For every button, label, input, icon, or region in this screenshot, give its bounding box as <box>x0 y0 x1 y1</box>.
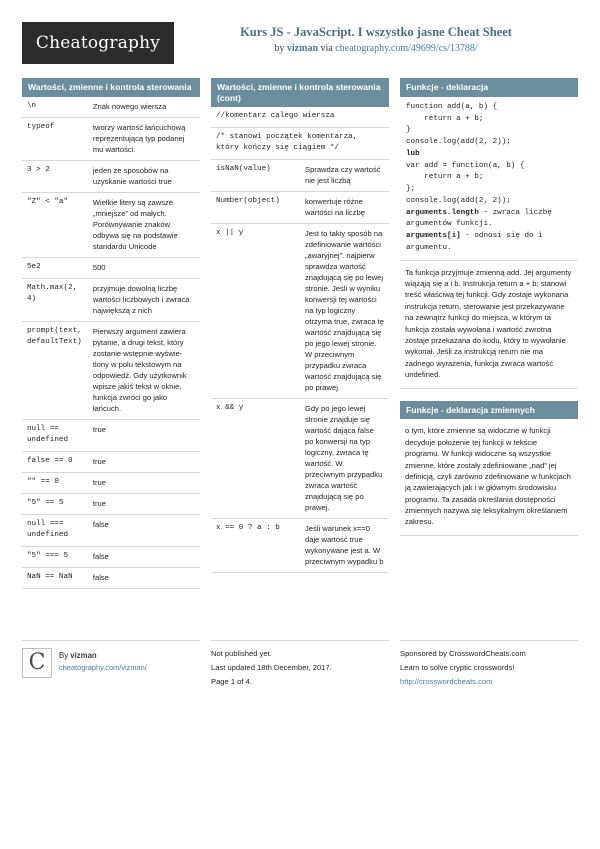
row-key: "" == 0 <box>22 472 88 493</box>
footer-by-label: By <box>59 651 71 660</box>
table-row <box>22 192 200 257</box>
table-row <box>211 160 389 192</box>
table-row <box>22 257 200 278</box>
byline-via: via <box>318 43 336 55</box>
footer-not-published: Not published yet. <box>211 649 272 658</box>
footer-author-name: vizman <box>70 651 97 660</box>
table-row <box>211 192 389 224</box>
footer-brand-col <box>22 640 200 689</box>
row-value: Jest to takiy sposób na zdefiniowanie wartości „awaryjnej”. najpierw sprawdza wartość znajdującą się po lewej stronie. Jeśli w wyniku konwersji tej wartości na typ logiczny otrzyma true, zwraca tę wartość znajdującą się po jego lewej stronie. W przeciwnym przypadku zwraca wartość znajdującą się po prawej. <box>300 224 389 399</box>
code-note-2-text: - odnosi się do i argumentu. <box>406 232 548 252</box>
card-funkcje-zmienne <box>400 401 578 536</box>
row-value: Sprawdza czy wartość nie jest liczbą <box>300 160 389 192</box>
table-row <box>22 117 200 160</box>
table-row <box>22 472 200 493</box>
row-key: false == 0 <box>22 451 88 472</box>
card-title: Funkcje - deklaracja zmiennych <box>400 401 578 420</box>
row-value: true <box>88 451 200 472</box>
row-value: konwertuje różne wartości na liczbę <box>300 192 389 224</box>
code-line: return a + b; <box>406 173 484 182</box>
card-title: Funkcje - deklaracja <box>400 78 578 97</box>
row-value: Jeśli warunek x==0 daje wartość true wykonywane jest a. W przeciwnym wypadku b <box>300 519 389 573</box>
row-value: true <box>88 419 200 451</box>
source-url-link[interactable]: cheatography.com/49699/cs/13788/ <box>335 43 478 55</box>
row-value: Znak nowego wiersza <box>88 97 200 118</box>
row-value: false <box>88 567 200 588</box>
column-1 <box>22 78 200 601</box>
row-value: true <box>88 493 200 514</box>
row-value: 500 <box>88 257 200 278</box>
column-3 <box>400 78 578 548</box>
footer-by-line <box>59 650 147 662</box>
row-key: \n <box>22 97 88 118</box>
code-line: var add = function(a, b) { <box>406 161 525 170</box>
table-row <box>22 514 200 546</box>
card-wartosci-cont <box>211 78 389 573</box>
code-line: console.log(add(2, 2)); <box>406 196 511 205</box>
row-key: prompt(text, defaultText) <box>22 321 88 419</box>
row-value: tworzy wartość łańcuchową reprezentującą typ podanej mu wartości. <box>88 117 200 160</box>
row-key: typeof <box>22 117 88 160</box>
card-wartosci-1 <box>22 78 200 589</box>
row-value: jeden ze sposobów na uzyskanie wartości true <box>88 160 200 192</box>
page-footer <box>22 640 578 689</box>
cheatography-c-icon: C <box>22 648 52 678</box>
row-key: //komentarz calego wiersza <box>211 107 389 128</box>
table-row <box>22 493 200 514</box>
page-title: Kurs JS - JavaScript. I wszystko jasne Cheat Sheet <box>240 25 512 39</box>
code-note-2-code: arguments[i] <box>406 232 461 241</box>
row-key: null == undefined <box>22 419 88 451</box>
table-row <box>22 546 200 567</box>
table-row <box>22 160 200 192</box>
code-line: return a + b; <box>406 114 484 123</box>
code-lub-label: lub <box>406 149 420 158</box>
title-block <box>174 22 578 54</box>
row-key: "5" == 5 <box>22 493 88 514</box>
row-value: Gdy po jego lewej stronie znajduje się wartość dająca false po konwersji na typ logiczny, zwraca tę wartość. W przeciwnym przypadku zwraca wartość znajdującą się po prawej. <box>300 399 389 519</box>
row-key: Number(object) <box>211 192 300 224</box>
row-value: przyjmuje dowolną liczbę wartości liczbowych i zwraca największą z nich <box>88 278 200 321</box>
funkcje-paragraph: Ta funkcja przyjmuje zmienną add. Jej argumenty wiążąją się a i b. Instrukcja return a + b; stanowi treść właściwą tej funkcji. Gdy zostaje wykonana instrukcja return, sterowanie jest przekazywane na zewnątrz funkcji do miejsca, w którym ta funkcja została wywołana i wartość zwrotna zostaje przekazana do kodu, który to wywołanie wykonał. Jeśli za instrukcją return nie ma żadnego wyrażenia, funkcja zwraca wartość undefined. <box>400 261 578 389</box>
kv-table <box>211 107 389 573</box>
row-key: 3 > 2 <box>22 160 88 192</box>
table-row <box>211 128 389 160</box>
footer-author-url[interactable]: cheatography.com/vizman/ <box>59 663 147 673</box>
row-key: 5e2 <box>22 257 88 278</box>
kv-table <box>22 97 200 589</box>
code-line: function add(a, b) { <box>406 102 498 111</box>
page-header <box>22 22 578 64</box>
table-row <box>22 278 200 321</box>
row-value: Wielkie litery są zawsze „mniejsze” od małych. Porównywanie znaków odbywa się na podstawie standardu Unicode <box>88 192 200 257</box>
footer-sponsor-line-2: Learn to solve cryptic crosswords! <box>400 662 515 672</box>
row-key: NaN == NaN <box>22 567 88 588</box>
code-line: console.log(add(2, 2)); <box>406 138 511 147</box>
row-key: "5" === 5 <box>22 546 88 567</box>
table-row <box>22 321 200 419</box>
footer-page-number: Page 1 of 4. <box>211 676 252 686</box>
zmienne-paragraph: o tym, które zmienne są widoczne w funkcji decyduje położenie tej funkcji w tekście programu. W funkcji widoczne są wszystkie zmienne, które zostały zdefiniowane „nad” jej definicją, czyli zarówno zdefiniowane w funkcjach ją zawierających jak i w głównym środowisku programu. Ta zasada określania dostępności zmiennych nazywa się leksykalnym określaniem zakresu. <box>400 419 578 536</box>
row-key: x && y <box>211 399 300 519</box>
row-key: isNaN(value) <box>211 160 300 192</box>
code-note-1-code: arguments.length <box>406 208 479 217</box>
footer-last-updated: Last updated 18th December, 2017. <box>211 662 332 672</box>
footer-sponsor-url[interactable]: http://crosswordcheats.com <box>400 676 493 686</box>
byline <box>174 43 578 54</box>
table-row <box>211 107 389 128</box>
footer-sponsor-line-1: Sponsored by CrosswordCheats.com <box>400 649 526 658</box>
table-row <box>211 519 389 573</box>
table-row <box>211 399 389 519</box>
row-key: /* stanowi początek komentarza, który kończy się ciągiem */ <box>211 128 389 160</box>
row-key: x || y <box>211 224 300 399</box>
row-key: Math.max(2, 4) <box>22 278 88 321</box>
row-value: false <box>88 514 200 546</box>
footer-publish-col <box>211 640 389 689</box>
table-row <box>22 419 200 451</box>
card-title: Wartości, zmienne i kontrola sterowania (cont) <box>211 78 389 107</box>
table-row <box>22 97 200 118</box>
code-line: }; <box>406 185 416 194</box>
byline-prefix: by <box>274 43 287 55</box>
row-value: false <box>88 546 200 567</box>
card-title: Wartości, zmienne i kontrola sterowania <box>22 78 200 97</box>
code-line: } <box>406 126 411 135</box>
author-link[interactable]: vizman <box>286 43 318 55</box>
column-2 <box>211 78 389 585</box>
row-key: x == 0 ? a : b <box>211 519 300 573</box>
row-key: null === undefined <box>22 514 88 546</box>
footer-sponsor-col <box>400 640 578 689</box>
row-value: Pierwszy argument zawiera pytanie, a drugi tekst, który zostanie wstępnie wyświetlony w polu tekstowym na odpowiedź. Gdy użytkownik wpisze jakiś tekst w oknie, funkcja zwróci go jako łańcuch. <box>88 321 200 419</box>
row-key: "Z" < "a" <box>22 192 88 257</box>
card-funkcje-deklaracja <box>400 78 578 389</box>
table-row <box>22 451 200 472</box>
footer-author-block <box>59 648 147 674</box>
table-row <box>211 224 389 399</box>
footer-brand <box>22 648 200 678</box>
columns-container <box>22 78 578 601</box>
table-row <box>22 567 200 588</box>
cheatography-logo: Cheatography <box>22 22 174 64</box>
row-value: true <box>88 472 200 493</box>
code-block-1 <box>400 97 578 261</box>
code-note-1-text: - zwraca liczbę argumentów funkcji. <box>406 208 557 229</box>
